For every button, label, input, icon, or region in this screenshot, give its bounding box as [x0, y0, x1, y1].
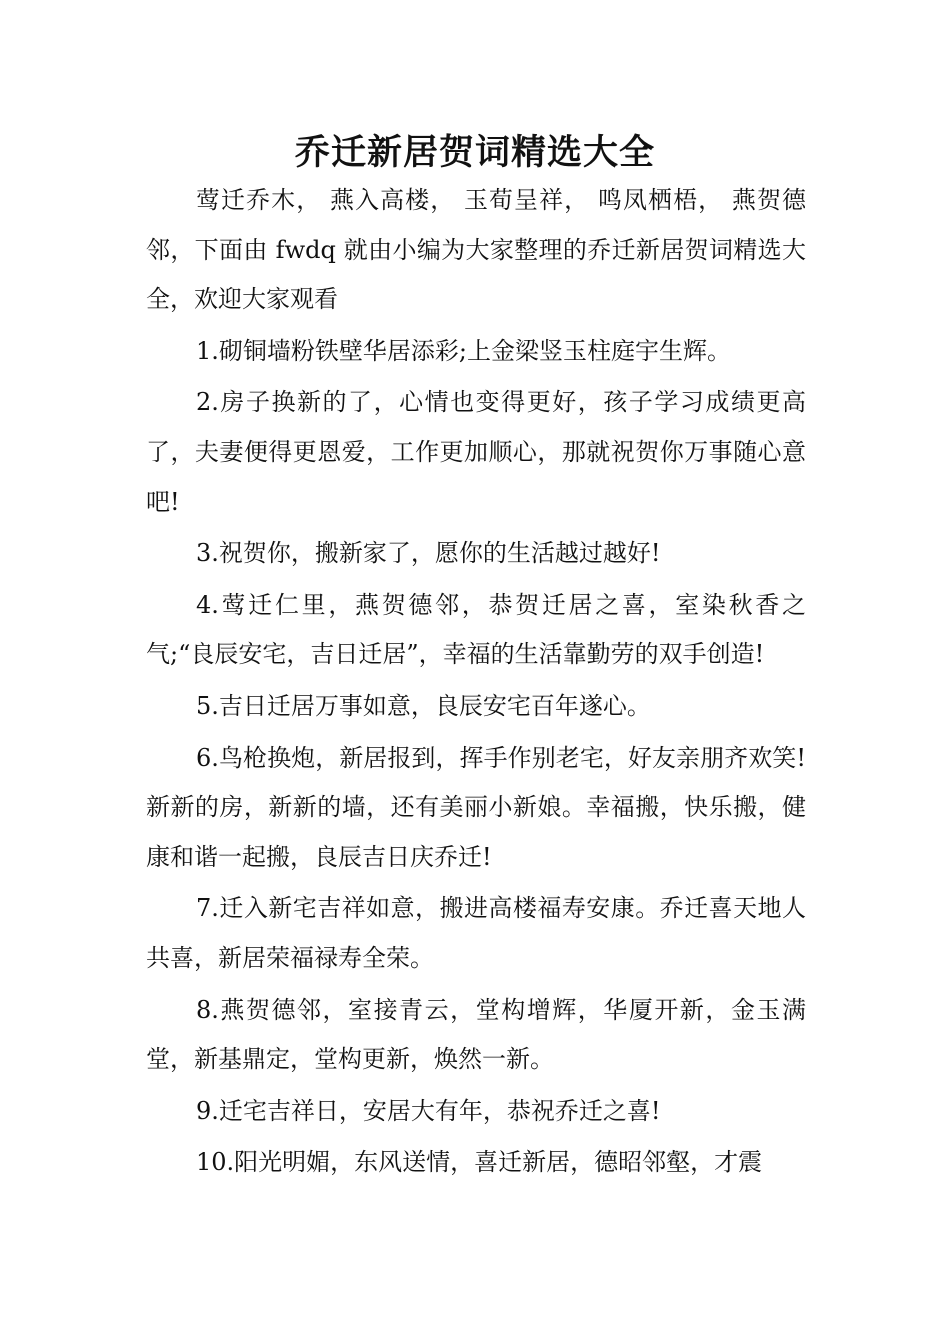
list-item: 7.迁入新宅吉祥如意，搬进高楼福寿安康。乔迁喜天地人共喜，新居荣福禄寿全荣。	[146, 894, 806, 972]
list-item: 10.阳光明媚，东风送情，喜迁新居，德昭邻壑，才震	[196, 1148, 763, 1177]
list-item: 6.鸟枪换炮，新居报到，挥手作别老宅，好友亲朋齐欢笑!新新的房，新新的墙，还有美丽小新娘。幸福搬，快乐搬，健康和谐一起搬，良辰吉日庆乔迁!	[146, 743, 806, 871]
list-item: 1.砌铜墙粉铁壁华居添彩;上金梁竖玉柱庭宇生辉。	[196, 336, 731, 365]
list-item: 9.迁宅吉祥日，安居大有年，恭祝乔迁之喜!	[196, 1096, 661, 1125]
document-body	[146, 176, 806, 1188]
list-item: 4.莺迁仁里，燕贺德邻，恭贺迁居之喜，室染秋香之气;“良辰安宅，吉日迁居”，幸福的生活靠勤劳的双手创造!	[146, 590, 806, 669]
list-item: 2.房子换新的了，心情也变得更好，孩子学习成绩更高了，夫妻便得更恩爱，工作更加顺心，那就祝贺你万事随心意吧!	[146, 388, 806, 516]
intro-paragraph: 莺迁乔木， 燕入高楼， 玉荀呈祥， 鸣凤栖梧， 燕贺德邻，下面由 fwdq 就由小编为大家整理的乔迁新居贺词精选大全，欢迎大家观看	[146, 186, 806, 314]
document-title: 乔迁新居贺词精选大全	[294, 132, 655, 173]
list-item: 8.燕贺德邻，室接青云，堂构增辉，华厦开新，金玉满堂，新基鼎定，堂构更新，焕然一新。	[146, 995, 806, 1074]
list-item: 5.吉日迁居万事如意，良辰安宅百年遂心。	[196, 691, 651, 720]
list-item: 3.祝贺你，搬新家了，愿你的生活越过越好!	[196, 539, 661, 568]
